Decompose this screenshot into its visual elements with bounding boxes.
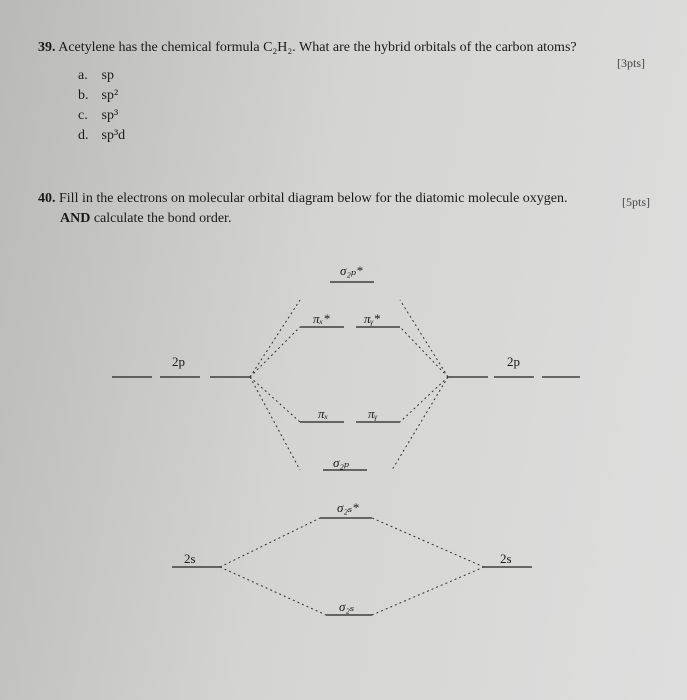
choice-text: sp³d	[101, 128, 126, 143]
question-40-line2-text: calculate the bond order.	[93, 211, 232, 226]
question-39-points: [3pts]	[617, 56, 645, 70]
question-40-points: [5pts]	[622, 195, 650, 209]
left-2s-label: 2s	[184, 551, 196, 566]
choice-text: sp	[101, 68, 114, 83]
question-39-text: Acetylene has the chemical formula C₂H₂. What are the hybrid orbitals of the carbon atoms?	[58, 40, 577, 55]
choice-letter: a.	[78, 68, 88, 83]
pi-x-label: πₓ	[318, 406, 329, 421]
question-40-and: AND	[60, 211, 91, 226]
question-40-number: 40.	[38, 191, 56, 206]
question-39-number: 39.	[38, 40, 56, 55]
choice-text: sp²	[101, 88, 119, 103]
choice-letter: c.	[78, 108, 88, 123]
choice-text: sp³	[101, 108, 119, 123]
correlation-lines	[220, 300, 484, 615]
right-2s-label: 2s	[500, 551, 512, 566]
left-2p-label: 2p	[172, 354, 185, 369]
sigma2p-label: σ₂ₚ	[333, 455, 350, 470]
sigma2s-label: σ₂ₛ	[339, 599, 355, 614]
pi-y-star-label: πᵧ*	[364, 311, 381, 326]
choice-letter: b.	[78, 88, 89, 103]
choice-letter: d.	[78, 128, 89, 143]
pi-y-label: πᵧ	[368, 406, 378, 421]
right-2p-label: 2p	[507, 354, 520, 369]
pi-x-star-label: πₓ*	[313, 311, 330, 326]
question-40-text: Fill in the electrons on molecular orbital diagram below for the diatomic molecule oxygen.	[59, 191, 568, 206]
sigma2p-star-label: σ₂ₚ*	[340, 263, 363, 278]
sigma2s-star-label: σ₂ₛ*	[337, 500, 359, 515]
